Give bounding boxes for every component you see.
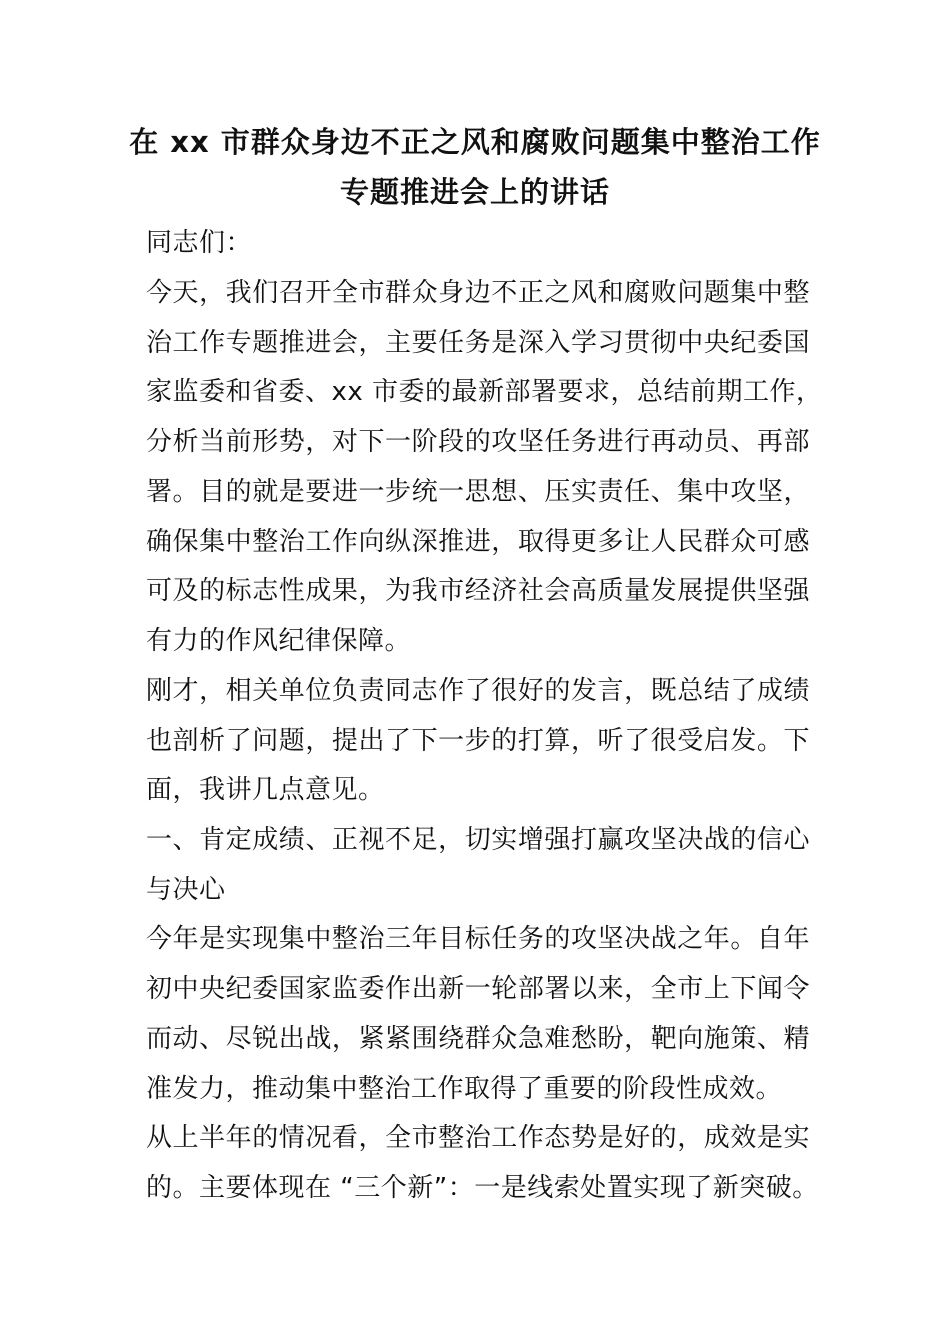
section-heading-line: 一、肯定成绩、正视不足，切实增强打赢攻坚决战的信心: [146, 825, 810, 855]
paragraph-line: 确保集中整治工作向纵深推进，取得更多让人民群众可感: [146, 527, 810, 557]
document-title-line-2: 专题推进会上的讲话: [339, 175, 610, 209]
paragraph-line: 有力的作风纪律保障。: [146, 626, 412, 656]
paragraph-line: 家监委和省委、xx 市委的最新部署要求，总结前期工作，: [146, 377, 823, 407]
paragraph-line: 面，我讲几点意见。: [146, 775, 385, 805]
greeting: 同志们：: [146, 228, 253, 258]
paragraph-line: 今天，我们召开全市群众身边不正之风和腐败问题集中整: [146, 278, 810, 308]
paragraph-line: 治工作专题推进会，主要任务是深入学习贯彻中央纪委国: [146, 328, 810, 358]
paragraph-line: 分析当前形势，对下一阶段的攻坚任务进行再动员、再部: [146, 427, 810, 457]
paragraph-line: 从上半年的情况看，全市整治工作态势是好的，成效是实: [146, 1123, 810, 1153]
paragraph-line: 今年是实现集中整治三年目标任务的攻坚决战之年。自年: [146, 924, 810, 954]
paragraph-line: 可及的标志性成果，为我市经济社会高质量发展提供坚强: [146, 576, 810, 606]
paragraph-line: 初中央纪委国家监委作出新一轮部署以来，全市上下闻令: [146, 974, 810, 1004]
paragraph-line: 准发力，推动集中整治工作取得了重要的阶段性成效。: [146, 1074, 783, 1104]
paragraph-line: 而动、尽锐出战，紧紧围绕群众急难愁盼，靶向施策、精: [146, 1024, 810, 1054]
section-heading-line: 与决心: [146, 875, 226, 905]
paragraph-line: 也剖析了问题，提出了下一步的打算，听了很受启发。下: [146, 726, 810, 756]
document-title-line-1: 在 xx 市群众身边不正之风和腐败问题集中整治工作: [129, 125, 821, 159]
paragraph-line: 刚才，相关单位负责同志作了很好的发言，既总结了成绩: [146, 676, 810, 706]
paragraph-line: 的。主要体现在 “三个新”：一是线索处置实现了新突破。: [146, 1173, 819, 1203]
paragraph-line: 署。目的就是要进一步统一思想、压实责任、集中攻坚，: [146, 477, 810, 507]
